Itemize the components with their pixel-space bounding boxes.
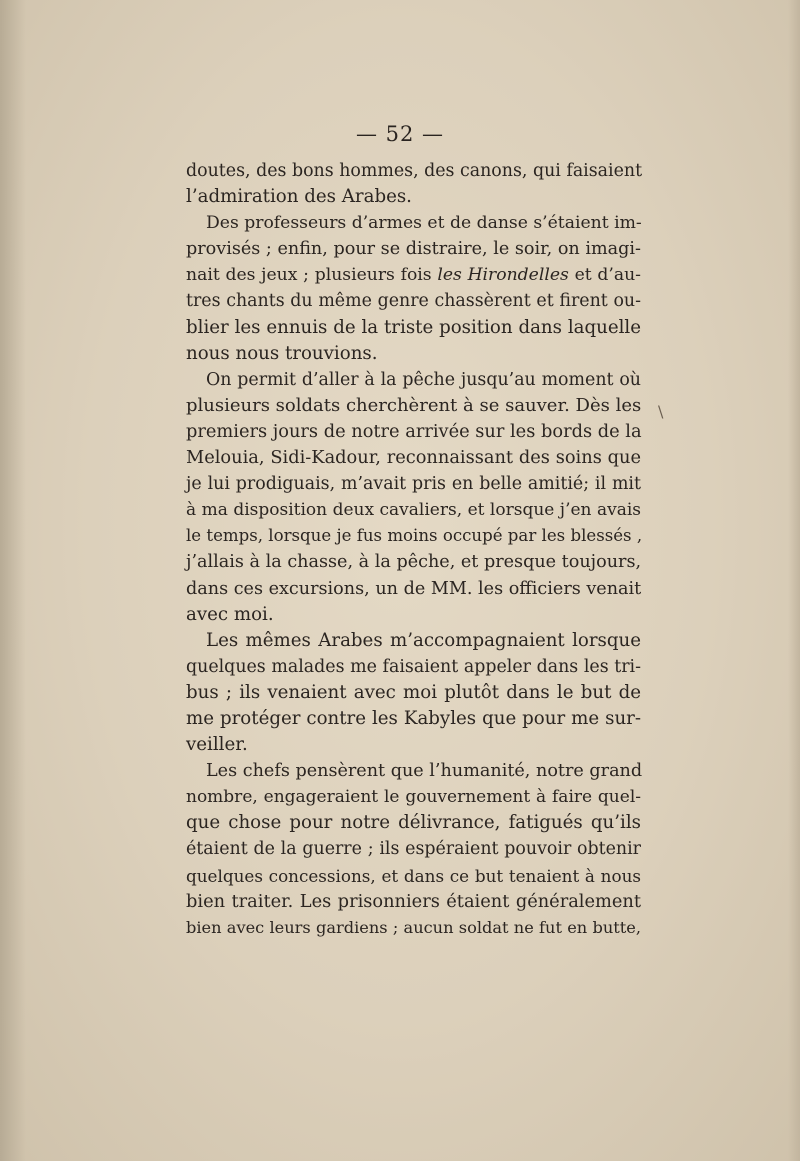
text-line: plusieurs soldats cherchèrent à se sauver. Dès les xyxy=(186,394,642,416)
text-line: blier les ennuis de la triste position dans laquelle xyxy=(186,316,641,338)
text-line: le temps, lorsque je fus moins occupé par les blessés , xyxy=(186,526,643,546)
page-number: — 52 — xyxy=(355,122,445,146)
text-line: l’admiration des Arabes. xyxy=(186,186,412,208)
text-line: j’allais à la chasse, à la pêche, et presque toujours, xyxy=(186,552,642,573)
text-line: premiers jours de notre arrivée sur les bords de la xyxy=(186,420,642,442)
text-line: que chose pour notre délivrance, fatigués qu’ils xyxy=(186,812,641,834)
text-line: dans ces excursions, un de MM. les officiers venait xyxy=(186,578,642,599)
text-line: bien avec leurs gardiens ; aucun soldat ne fut en butte, xyxy=(186,917,641,937)
text-line: Des professeurs d’armes et de danse s’étaient im- xyxy=(206,213,642,234)
text-line: bien traiter. Les prisonniers étaient généralement xyxy=(186,890,641,912)
text-line: Les chefs pensèrent que l’humanité, notre grand xyxy=(206,761,643,782)
text-line: bus ; ils venaient avec moi plutôt dans le but de xyxy=(186,681,641,703)
text-line: nous nous trouvions. xyxy=(186,342,378,364)
text-line: tres chants du même genre chassèrent et firent ou- xyxy=(186,291,641,312)
text-line: quelques malades me faisaient appeler dans les tri- xyxy=(186,656,641,677)
text-line: me protéger contre les Kabyles que pour me sur- xyxy=(186,707,641,729)
text-line: nombre, engageraient le gouvernement à faire quel- xyxy=(186,787,641,808)
text-line: quelques concessions, et dans ce but tenaient à nous xyxy=(186,865,641,886)
page-edge-shadow xyxy=(788,0,800,1161)
page-gutter-shadow xyxy=(0,0,26,1161)
text-line: à ma disposition deux cavaliers, et lorsque j’en avais xyxy=(186,500,641,521)
text-line: doutes, des bons hommes, des canons, qui faisaient xyxy=(186,161,643,181)
margin-mark: \ xyxy=(658,402,664,421)
text-line: nait des jeux ; plusieurs fois les Hirondelles et d’au- xyxy=(186,265,641,286)
text-line: provisés ; enfin, pour se distraire, le soir, on imagi- xyxy=(186,239,641,260)
text-line: veiller. xyxy=(186,734,248,756)
body-text xyxy=(186,158,641,941)
text-line: Melouia, Sidi-Kadour, reconnaissant des soins que xyxy=(186,447,641,469)
text-line: Les mêmes Arabes m’accompagnaient lorsque xyxy=(206,629,641,651)
text-line: étaient de la guerre ; ils espéraient pouvoir obtenir xyxy=(186,839,641,860)
text-line: On permit d’aller à la pêche jusqu’au moment où xyxy=(206,369,641,390)
italic-title: les Hirondelles xyxy=(437,265,569,286)
text-line: avec moi. xyxy=(186,603,274,625)
text-line: je lui prodiguais, m’avait pris en belle amitié; il mit xyxy=(186,474,641,495)
